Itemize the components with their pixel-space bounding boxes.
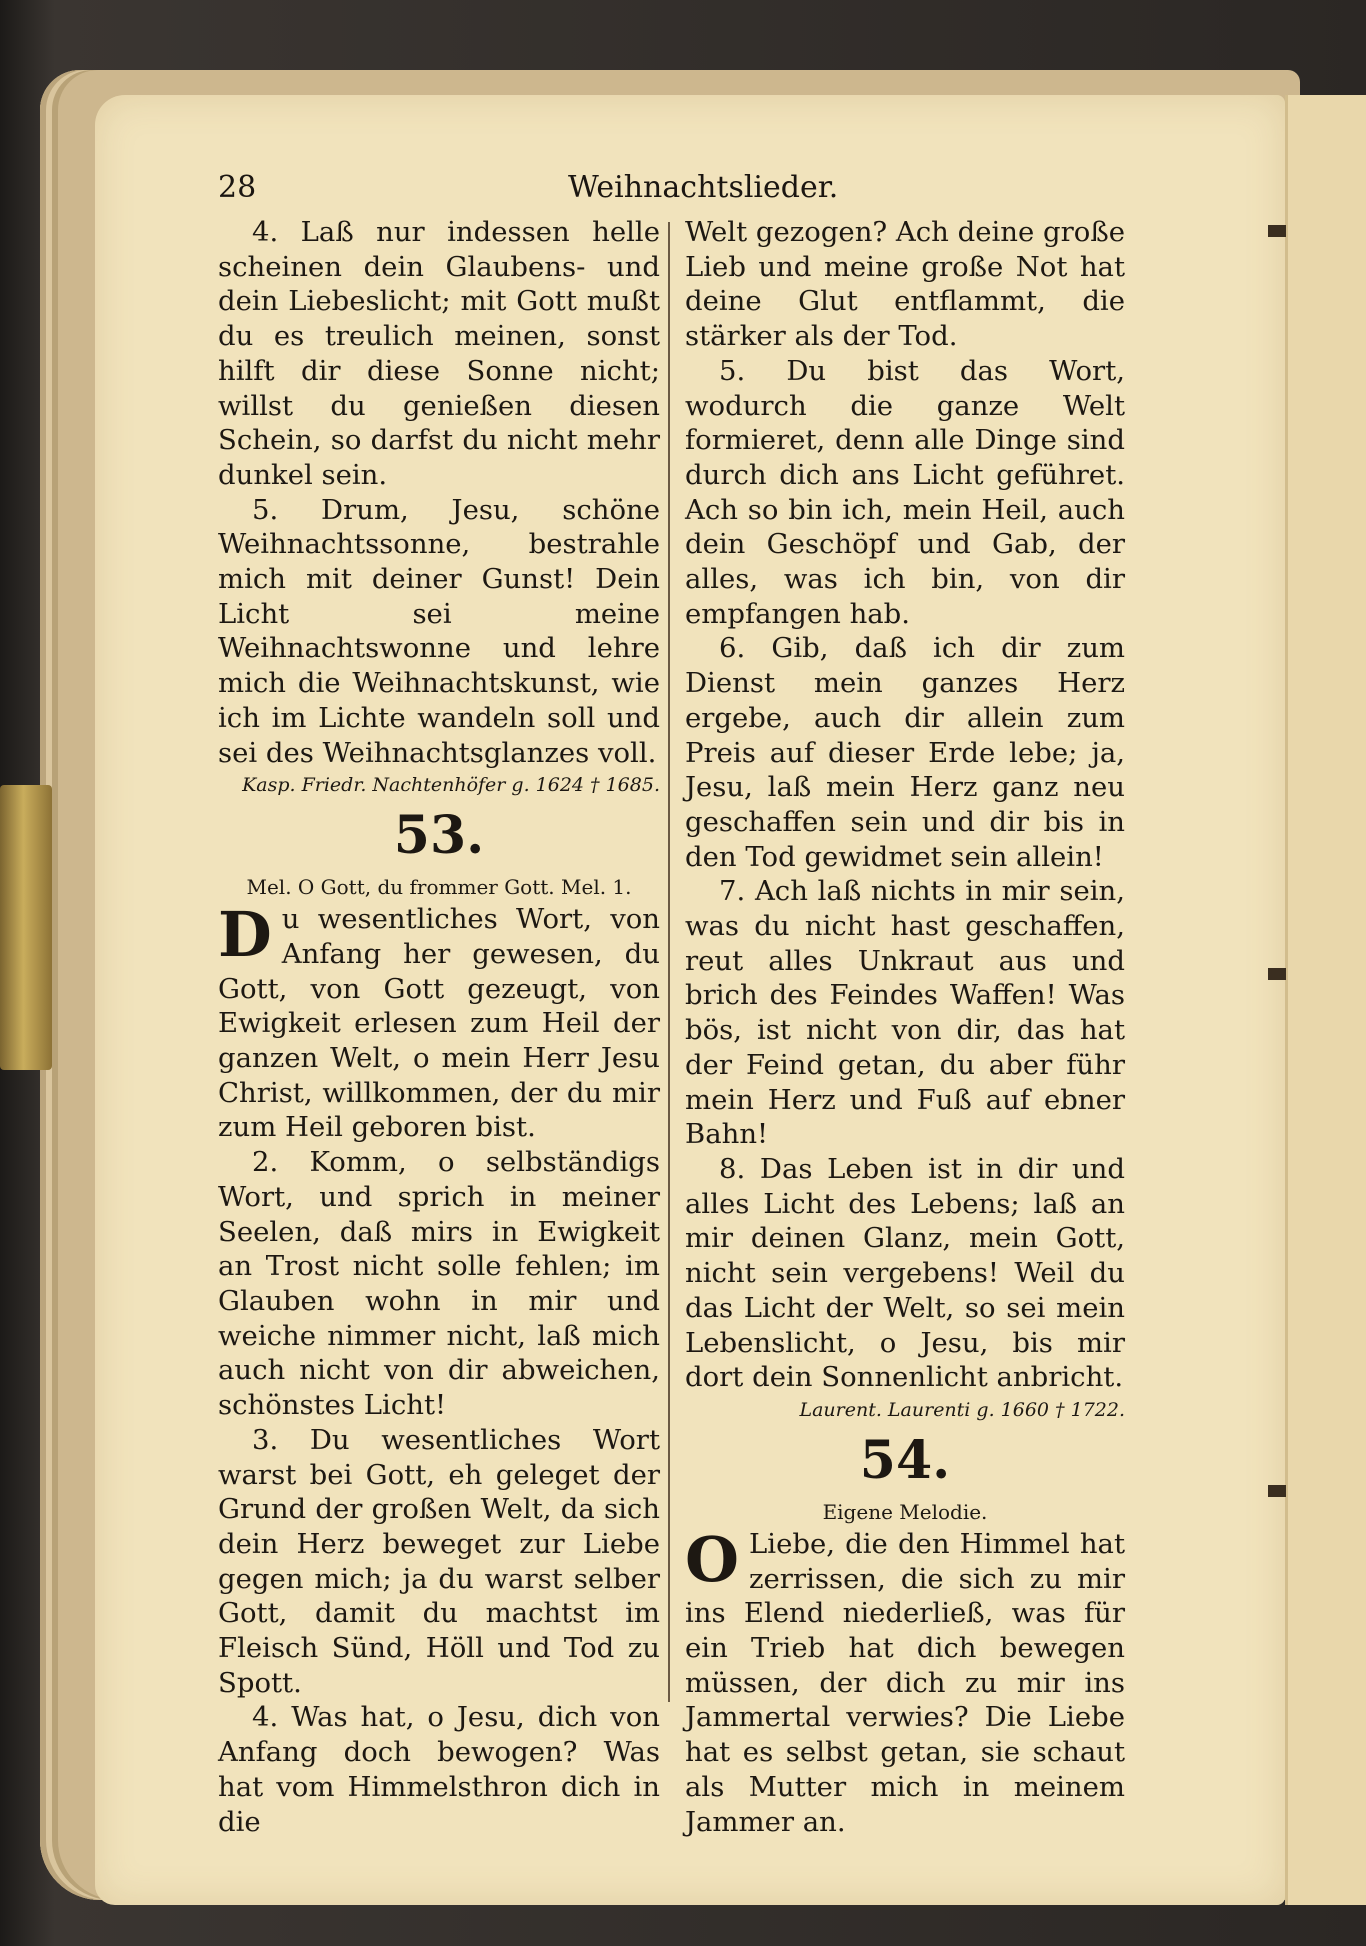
facing-page-edge — [1285, 95, 1366, 1905]
right-column — [685, 215, 1125, 1839]
stanza-text: u wesentliches Wort, von Anfang her gewesen, du Gott, von Gott gezeugt, von Ewigkeit erlesen zum Heil der ganzen Welt, o mein Herr Jesu Christ, willkommen, der du mir zum Heil geboren bist. — [218, 903, 660, 1144]
stanza — [685, 1522, 1125, 1839]
stanza: 5. Du bist das Wort, wodurch die ganze Welt formieret, denn alle Dinge sind durch dich ans Licht geführet. Ach so bin ich, mein Heil, auch dein Geschöpf und Gab, der alles, was ich bin, von dir empfangen hab. — [685, 354, 1125, 630]
stanza: 4. Was hat, o Jesu, dich von Anfang doch bewogen? Was hat vom Himmelsthron dich in die — [218, 1701, 660, 1838]
page-mark — [1268, 1485, 1286, 1497]
melody-note: Mel. O Gott, du frommer Gott. Mel. 1. — [246, 875, 632, 900]
stanza: 8. Das Leben ist in dir und alles Licht des Lebens; laß an mir deinen Glanz, mein Gott, nicht sein vergebens! Weil du das Licht der Welt, so sei mein Lebenslicht, o Jesu, bis mir dort dein Sonnenlicht anbricht. — [685, 1152, 1125, 1394]
stanza: 6. Gib, daß ich dir zum Dienst mein ganzes Herz ergebe, auch dir allein zum Preis auf dieser Erde lebe; ja, Jesu, laß mein Herz ganz neu geschaffen sein und dir bis in den Tod gewidmet sein allein! — [685, 632, 1125, 873]
stanza: Welt gezogen? Ach deine große Lieb und meine große Not hat deine Glut entflammt, die stärker als der Tod. — [685, 216, 1125, 353]
author-attribution: Kasp. Friedr. Nachtenhöfer g. 1624 † 1685. — [242, 774, 660, 797]
stanza: 5. Drum, Jesu, schöne Weihnachtssonne, bestrahle mich mit deiner Gunst! Dein Licht sei meine Weihnachtswonne und lehre mich die Weihnachtskunst, wie ich im Lichte wandeln soll und sei des Weihnachtsglanzes voll. — [218, 493, 660, 769]
hymn-number: 53. — [393, 805, 485, 867]
melody-note: Eigene Melodie. — [822, 1499, 988, 1524]
stanza: 2. Komm, o selbständigs Wort, und sprich in meiner Seelen, daß mirs in Ewigkeit an Trost nicht solle fehlen; im Glauben wohn in mir und weiche nimmer nicht, laß mich auch nicht von dir abweichen, schönstes Licht! — [218, 1146, 660, 1422]
stanza: 7. Ach laß nichts in mir sein, was du nicht hast geschaffen, reut alles Unkraut aus und brich des Feindes Waffen! Was bös, ist nicht von dir, das hat der Feind getan, du aber führ mein Herz und Fuß auf ebner Bahn! — [685, 875, 1125, 1151]
page-number: 28 — [218, 170, 257, 205]
column-divider — [668, 222, 670, 1702]
book-clasp — [0, 785, 52, 1070]
drop-cap: O — [685, 1522, 740, 1596]
stanza: 3. Du wesentliches Wort warst bei Gott, eh geleget der Grund der großen Welt, da sich dein Herz beweget zur Liebe gegen mich; ja du warst selber Gott, damit du machtst im Fleisch Sünd, Höll und Tod zu Spott. — [218, 1423, 660, 1699]
page-mark — [1268, 968, 1286, 980]
left-column — [218, 215, 660, 1839]
page-mark — [1268, 225, 1286, 237]
stanza-text: Liebe, die den Himmel hat zerrissen, die sich zu mir ins Elend niederließ, was für ein Trieb hat dich bewegen müssen, der dich zu mir ins Jammertal verwies? Die Liebe hat es selbst getan, sie schaut als Mutter mich in meinem Jammer an. — [685, 1527, 1125, 1838]
author-attribution: Laurent. Laurenti g. 1660 † 1722. — [799, 1398, 1125, 1421]
drop-cap: D — [218, 898, 272, 972]
running-title: Weihnachtslieder. — [568, 170, 839, 205]
stanza — [218, 898, 660, 1145]
stanza: 4. Laß nur indessen helle scheinen dein Glaubens- und dein Liebeslicht; mit Gott mußt du es treulich meinen, sonst hilft dir diese Sonne nicht; willst du genießen diesen Schein, so darfst du nicht mehr dunkel sein. — [218, 216, 660, 491]
hymn-number: 54. — [859, 1429, 951, 1491]
